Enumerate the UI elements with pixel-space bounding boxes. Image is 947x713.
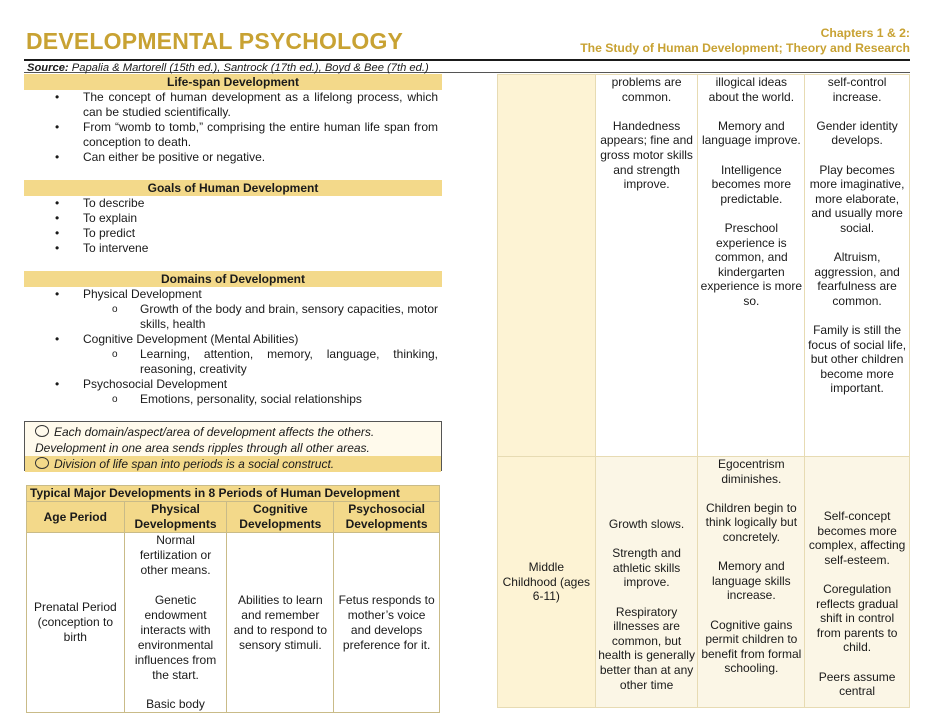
list-item: • Can either be positive or negative. [24,150,442,165]
column-header: Psychosocial Developments [334,502,440,533]
source-text: Papalia & Martorell (15th ed.), Santrock (17th ed.), Boyd & Bee (7th ed.) [71,62,429,74]
domains-list [24,287,442,302]
table-row [498,75,910,457]
periods-table [26,485,440,713]
source-label: Source: [27,62,69,74]
domains-list [24,332,442,347]
list-item: • To explain [24,211,442,226]
table-header-row [27,502,440,533]
table-row [27,533,440,713]
table-cell: Growth slows. Strength and athletic skills improve. Respiratory illnesses are common, but health is generally better than at any other time [595,457,698,708]
note-text: Division of life span into periods is a social construct. [54,457,335,471]
document-title: DEVELOPMENTAL PSYCHOLOGY [26,28,404,54]
note-text: Each domain/aspect/area of development affects the others. Development in one area sends ripples through all other areas. [35,425,375,455]
list-item: • Cognitive Development (Mental Abilities) [24,332,442,347]
table-cell: Self-concept becomes more complex, affecting self-esteem. Coregulation reflects gradual shift in control from parents to child. Peers assume central [805,457,910,708]
list-item: o Learning, attention, memory, language, thinking, reasoning, creativity [24,347,442,377]
table-cell: Egocentrism diminishes. Children begin to think logically but concretely. Memory and language skills increase. Cognitive gains permit children to benefit from formal schooling. [698,457,805,708]
column-header: Age Period [27,502,125,533]
goals-heading: Goals of Human Development [24,180,442,196]
note-box [24,421,442,471]
lifespan-list [24,90,442,165]
table-cell: illogical ideas about the world. Memory and language improve. Intelligence becomes more predictable. Preschool experience is common, and kindergarten experience is more so. [698,75,805,457]
domains-heading: Domains of Development [24,271,442,287]
note-domains [35,424,437,456]
source-line [24,59,910,73]
left-column [24,74,442,407]
table-cell: Middle Childhood (ages 6-11) [498,457,596,708]
list-item: • The concept of human development as a lifelong process, which can be studied scientifically. [24,90,442,120]
table-cell: Prenatal Period (conception to birth [27,533,125,713]
table-cell: Abilities to learn and remember and to respond to sensory stimuli. [227,533,334,713]
list-item: o Growth of the body and brain, sensory capacities, motor skills, health [24,302,442,332]
table-cell: self-control increase. Gender identity develops. Play becomes more imaginative, more elaborate, and usually more social. Altruism, aggression, and fearfulness are common. Family is still the focus of social life, but other children become more important. [805,75,910,457]
table-title: Typical Major Developments in 8 Periods of Human Development [27,486,440,502]
domains-sublist [24,302,442,332]
table-cell: Normal fertilization or other means. Genetic endowment interacts with environmental influences from the start. Basic body [124,533,227,713]
domains-sublist [24,347,442,377]
table-row [498,457,910,708]
chapter-heading [580,26,910,56]
goals-list [24,196,442,256]
speech-bubble-icon [35,457,49,469]
lifespan-heading: Life-span Development [24,74,442,90]
table-title-row [27,486,440,502]
domains-list [24,377,442,392]
note-periods [25,456,441,472]
table-cell: Fetus responds to mother’s voice and develops preference for it. [334,533,440,713]
column-header: Physical Developments [124,502,227,533]
list-item: • Psychosocial Development [24,377,442,392]
table-cell [498,75,596,457]
list-item: • To describe [24,196,442,211]
list-item: o Emotions, personality, social relationships [24,392,442,407]
list-item: • To intervene [24,241,442,256]
chapter-subtitle: The Study of Human Development; Theory and Research [580,41,910,55]
list-item: • Physical Development [24,287,442,302]
domains-sublist [24,392,442,407]
list-item: • To predict [24,226,442,241]
chapter-number: Chapters 1 & 2: [820,26,910,40]
column-header: Cognitive Developments [227,502,334,533]
list-item: • From “womb to tomb,” comprising the entire human life span from conception to death. [24,120,442,150]
speech-bubble-icon [35,425,49,437]
periods-table-continued [497,74,910,708]
table-cell: problems are common. Handedness appears; fine and gross motor skills and strength improve. [595,75,698,457]
